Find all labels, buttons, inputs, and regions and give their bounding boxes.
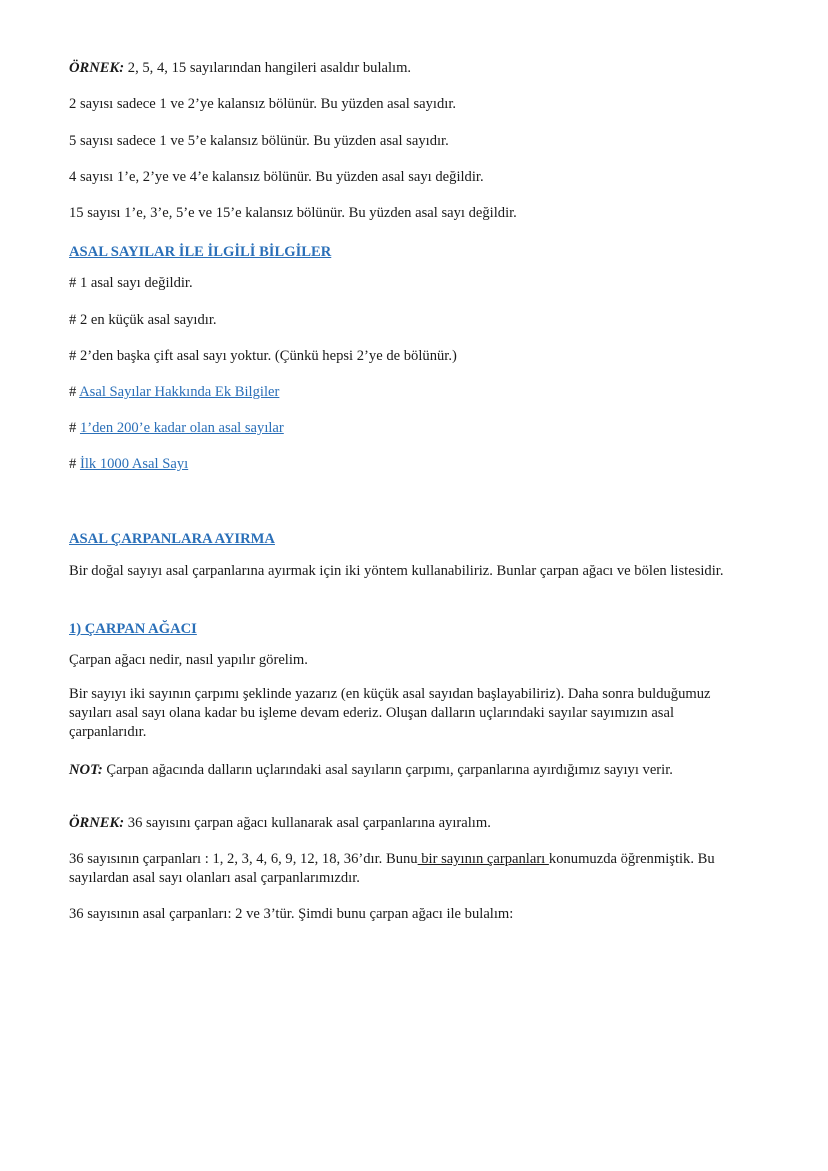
factor-tree-description: Bir sayıyı iki sayının çarpımı şeklinde yazarız (en küçük asal sayıdan başlayabiliriz). Daha sonra bulduğumuz sayıları asal sayı olana kadar bu işleme devam ederiz. Oluşan dalların uçlarındaki sayılar sayımızın asal çarpanlarıdır. — [69, 686, 711, 740]
example-label: ÖRNEK: — [69, 60, 125, 76]
factorization-intro: Bir doğal sayıyı asal çarpanlarına ayırmak için iki yöntem kullanabiliriz. Bunlar çarpan ağacı ve bölen listesidir. — [69, 563, 724, 579]
section-heading-prime-info[interactable]: ASAL SAYILAR İLE İLGİLİ BİLGİLER — [69, 244, 332, 260]
hash-prefix: # — [69, 384, 80, 400]
explanation-line: 5 sayısı sadece 1 ve 5’e kalansız bölünür. Bu yüzden asal sayıdır. — [69, 133, 449, 149]
section-heading-factor-tree[interactable]: 1) ÇARPAN AĞACI — [69, 621, 197, 637]
section-heading-factorization[interactable]: ASAL ÇARPANLARA AYIRMA — [69, 531, 275, 547]
explanation-line: 2 sayısı sadece 1 ve 2’ye kalansız bölünür. Bu yüzden asal sayıdır. — [69, 96, 457, 112]
link-line — [69, 419, 734, 438]
note-label: NOT: — [69, 762, 103, 778]
factors-topic-link[interactable]: bir sayının çarpanları — [417, 851, 549, 867]
factors-of-36 — [69, 850, 734, 888]
link-line — [69, 455, 734, 474]
example-text: 36 sayısını çarpan ağacı kullanarak asal çarpanlarına ayıralım. — [124, 815, 491, 831]
hash-prefix: # — [69, 420, 80, 436]
link-first-1000-primes[interactable]: İlk 1000 Asal Sayı — [79, 456, 189, 472]
hash-prefix: # — [69, 456, 80, 472]
explanation-line: 15 sayısı 1’e, 3’e, 5’e ve 15’e kalansız bölünür. Bu yüzden asal sayı değildir. — [69, 205, 517, 221]
example-text: 2, 5, 4, 15 sayılarından hangileri asaldır bulalım. — [124, 60, 412, 76]
prime-factors-of-36: 36 sayısının asal çarpanları: 2 ve 3’tür. Şimdi bunu çarpan ağacı ile bulalım: — [69, 906, 514, 922]
link-extra-info[interactable]: Asal Sayılar Hakkında Ek Bilgiler — [79, 384, 280, 400]
link-primes-to-200[interactable]: 1’den 200’e kadar olan asal sayılar — [79, 420, 284, 436]
fact-line: # 2 en küçük asal sayıdır. — [69, 312, 217, 328]
factors-text-after: konumuzda öğrenmiştik. Bu sayılardan asal sayı olanları asal çarpanlarımızdır. — [69, 851, 715, 886]
explanation-line: 4 sayısı 1’e, 2’ye ve 4’e kalansız bölünür. Bu yüzden asal sayı değildir. — [69, 169, 484, 185]
factor-tree-question: Çarpan ağacı nedir, nasıl yapılır görelim. — [69, 652, 308, 668]
note-text: Çarpan ağacında dalların uçlarındaki asal sayıların çarpımı, çarpanlarına ayırdığımız sayıyı verir. — [102, 762, 673, 778]
factors-text: 36 sayısının çarpanları : 1, 2, 3, 4, 6, 9, 12, 18, 36’dır. Bunu — [69, 851, 418, 867]
fact-line: # 2’den başka çift asal sayı yoktur. (Çünkü hepsi 2’ye de bölünür.) — [69, 348, 457, 364]
fact-line: # 1 asal sayı değildir. — [69, 275, 193, 291]
note-paragraph — [69, 761, 734, 780]
link-line — [69, 383, 734, 402]
example-intro — [69, 59, 734, 78]
example-36 — [69, 814, 734, 833]
example-label: ÖRNEK: — [69, 815, 125, 831]
